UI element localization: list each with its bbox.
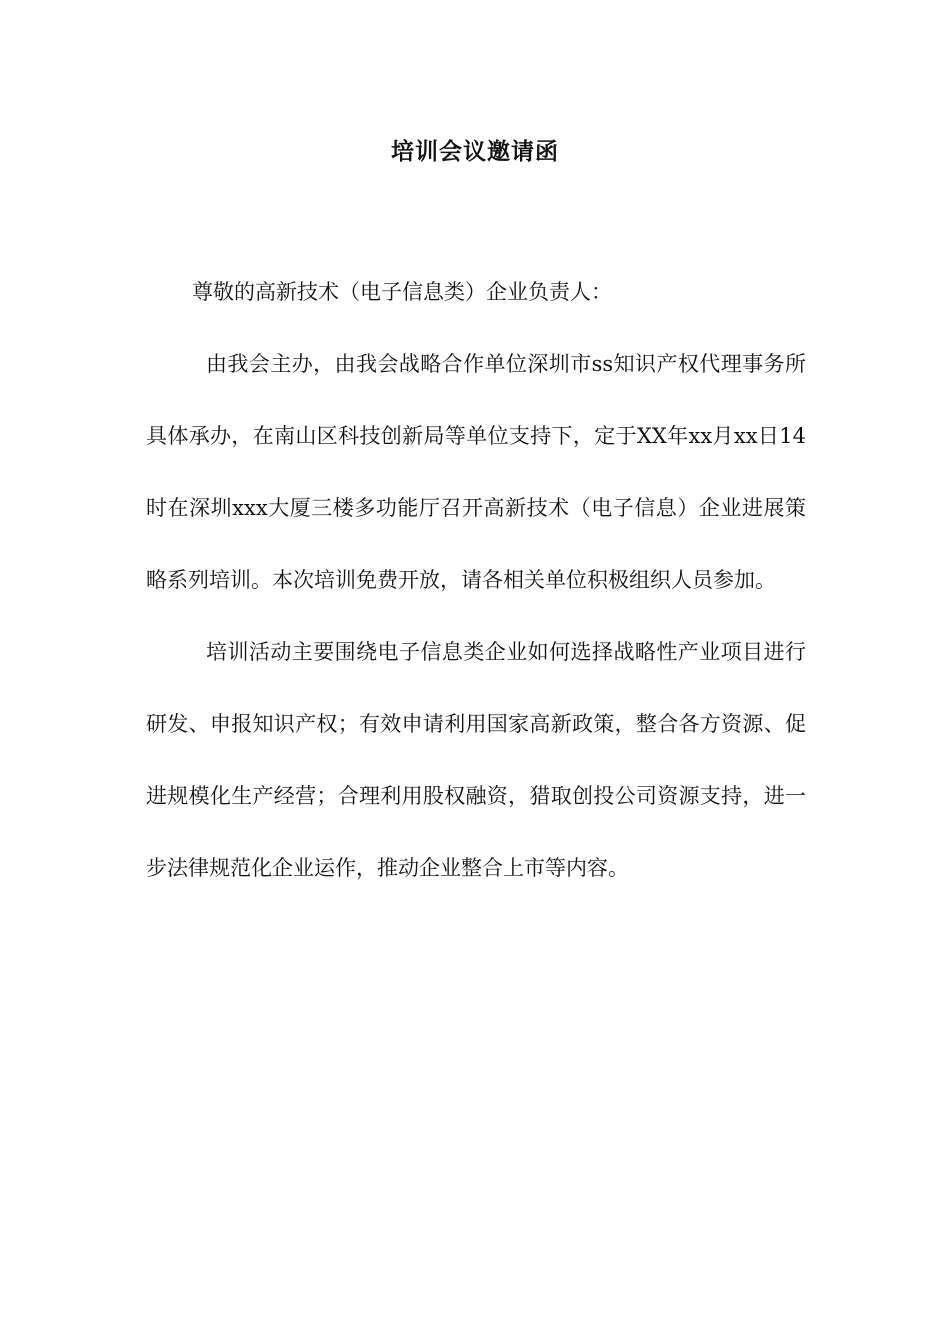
paragraph-invitation: 由我会主办，由我会战略合作单位深圳市ss知识产权代理事务所具体承办，在南山区科技创新局等单位支持下，定于XX年xx月xx日14时在深圳xxx大厦三楼多功能厅召开高新技术（电子信息）企业进展策略系列培训。本次培训免费开放，请各相关单位积极组织人员参加。 — [146, 352, 806, 592]
salutation: 尊敬的高新技术（电子信息类）企业负责人： — [192, 280, 612, 304]
document-body — [146, 256, 806, 904]
paragraph-content: 培训活动主要围绕电子信息类企业如何选择战略性产业项目进行研发、申报知识产权；有效申请利用国家高新政策，整合各方资源、促进规模化生产经营；合理利用股权融资，猎取创投公司资源支持，进一步法律规范化企业运作，推动企业整合上市等内容。 — [146, 640, 806, 880]
document-title: 培训会议邀请函 — [391, 138, 559, 165]
